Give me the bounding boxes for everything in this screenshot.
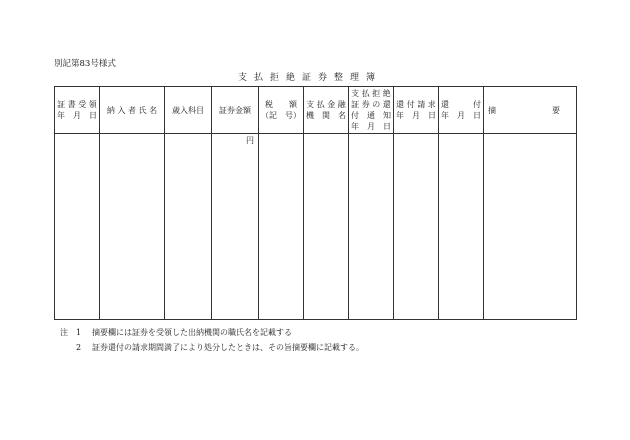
header-refund-date [439, 87, 484, 134]
header-line: 年 月 日 [396, 111, 436, 120]
header-payer-name [100, 87, 165, 134]
cell-refusal-notice-date [349, 134, 394, 320]
header-line: 証 券 の 還 [351, 100, 391, 109]
cell-tax-amount [259, 134, 304, 320]
header-line: （記 号） [261, 111, 301, 120]
note-text: 摘要欄には証券を受領した出納機関の職氏名を記載する [92, 328, 292, 337]
header-refund-request-date [394, 87, 439, 134]
notes [60, 325, 364, 355]
header-line: 歳入科目 [172, 105, 204, 115]
notes-prefix: 注 [60, 328, 68, 337]
header-line: 支 払 金 融 [306, 100, 346, 109]
header-revenue-item [165, 87, 212, 134]
cell-payer-name [100, 134, 165, 320]
notes-prefix-spacer [60, 340, 76, 355]
header-line: 納 入 者 氏 名 [106, 105, 158, 115]
cell-paying-institution [304, 134, 349, 320]
header-line: 支 払 拒 絶 [351, 89, 391, 98]
header-line: 摘 要 [488, 105, 560, 115]
ledger-table [54, 86, 577, 320]
cell-remarks [484, 134, 577, 320]
document-title: 支払拒絶証券整理簿 [238, 73, 383, 83]
cell-security-amount [212, 134, 259, 320]
header-refusal-notice-date [349, 87, 394, 134]
header-line: 年 月 日 [441, 111, 481, 120]
header-remarks [484, 87, 577, 134]
table-row [55, 134, 577, 320]
note-item [60, 340, 364, 355]
cell-refund-request-date [394, 134, 439, 320]
note-number: 1 [76, 328, 82, 337]
note-item [60, 325, 364, 340]
header-line: 年 月 日 [351, 122, 391, 131]
header-line: 還 付 請 求 [396, 100, 436, 109]
header-line: 年 月 日 [57, 111, 97, 120]
header-line: 還 付 [441, 100, 481, 109]
cell-receipt-date [55, 134, 100, 320]
header-row [55, 87, 577, 134]
header-security-amount [212, 87, 259, 134]
header-receipt-date [55, 87, 100, 134]
note-number: 2 [76, 343, 82, 352]
header-paying-institution [304, 87, 349, 134]
yen-unit-label: 円 [246, 136, 254, 145]
cell-refund-date [439, 134, 484, 320]
header-tax-amount [259, 87, 304, 134]
header-line: 機 関 名 [306, 111, 346, 120]
note-text: 証券還付の請求期間満了により処分したときは、その旨摘要欄に記載する。 [92, 343, 364, 352]
header-line: 証 書 受 領 [57, 100, 97, 109]
header-line: 証券金額 [219, 105, 251, 115]
header-line: 付 通 知 [351, 111, 391, 120]
form-label: 別記第83号様式 [54, 59, 116, 69]
header-line: 税 額 [265, 100, 297, 109]
cell-revenue-item [165, 134, 212, 320]
